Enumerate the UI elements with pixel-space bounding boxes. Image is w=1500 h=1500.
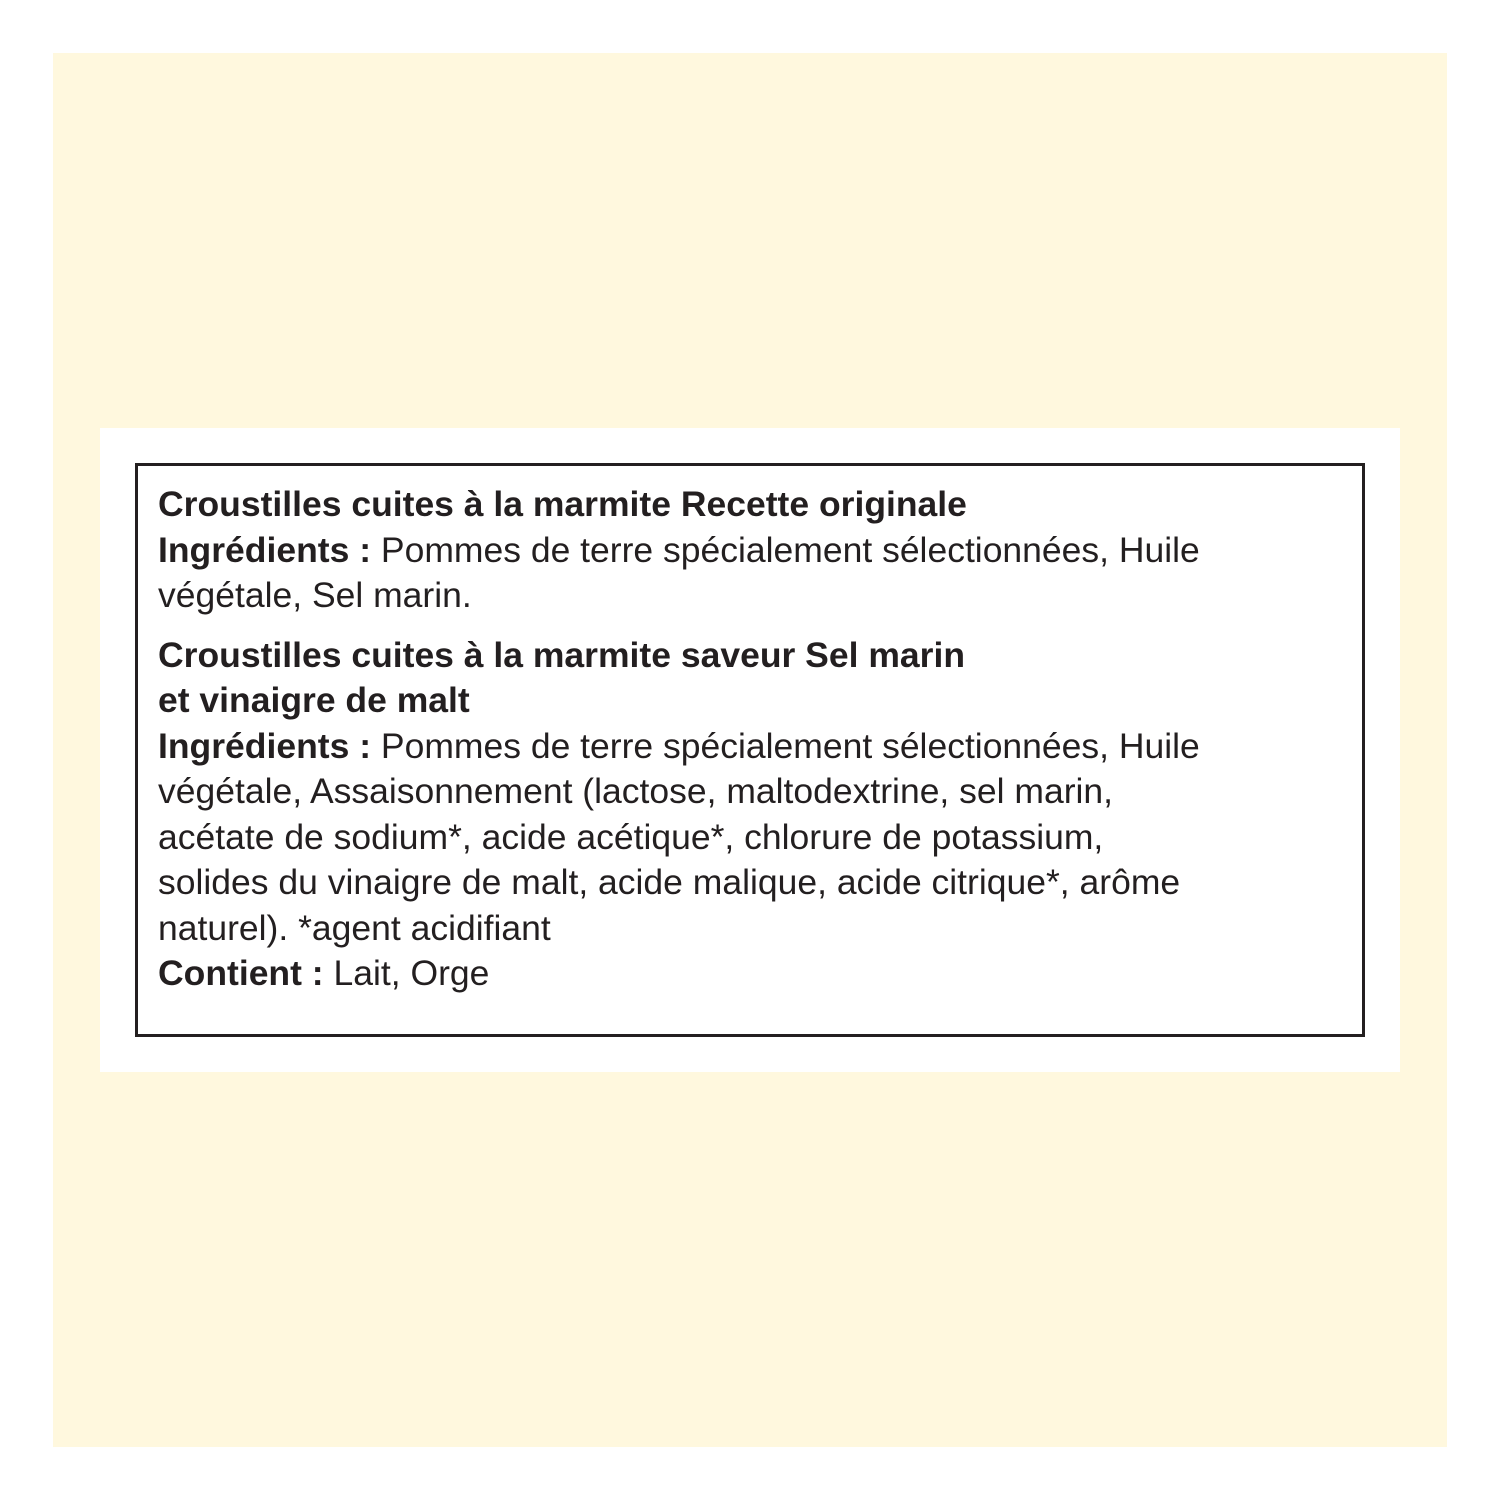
product-salt-vinegar (158, 633, 1362, 997)
ingredients-label: Ingrédients : (158, 529, 372, 570)
contains-label: Contient : (158, 953, 324, 993)
ingredients-label-box (135, 463, 1365, 1037)
product-original (158, 482, 1362, 619)
allergens-paragraph (158, 951, 1362, 997)
ingredients-paragraph (158, 724, 1362, 952)
product-title-line: Croustilles cuites à la marmite saveur Sel marin (158, 634, 966, 675)
ingredients-line: acétate de sodium*, acide acétique*, chlorure de potassium, (158, 816, 1104, 857)
ingredients-line: naturel). *agent acidifiant (158, 907, 551, 948)
ingredients-paragraph (158, 528, 1362, 619)
ingredients-line: solides du vinaigre de malt, acide malique, acide citrique*, arôme (158, 862, 1181, 902)
ingredients-line: Pommes de terre spécialement sélectionnées, Huile (380, 725, 1200, 766)
contains-value: Lait, Orge (333, 953, 490, 993)
product-title-line: et vinaigre de malt (158, 680, 470, 720)
product-title-line: Croustilles cuites à la marmite Recette originale (158, 484, 967, 524)
ingredients-label: Ingrédients : (158, 725, 372, 766)
product-title (158, 633, 1362, 724)
ingredients-line: Pommes de terre spécialement sélectionnées, Huile (380, 529, 1200, 570)
ingredients-line: végétale, Sel marin. (158, 575, 472, 615)
product-title (158, 482, 1362, 528)
ingredients-line: végétale, Assaisonnement (lactose, maltodextrine, sel marin, (158, 771, 1114, 811)
